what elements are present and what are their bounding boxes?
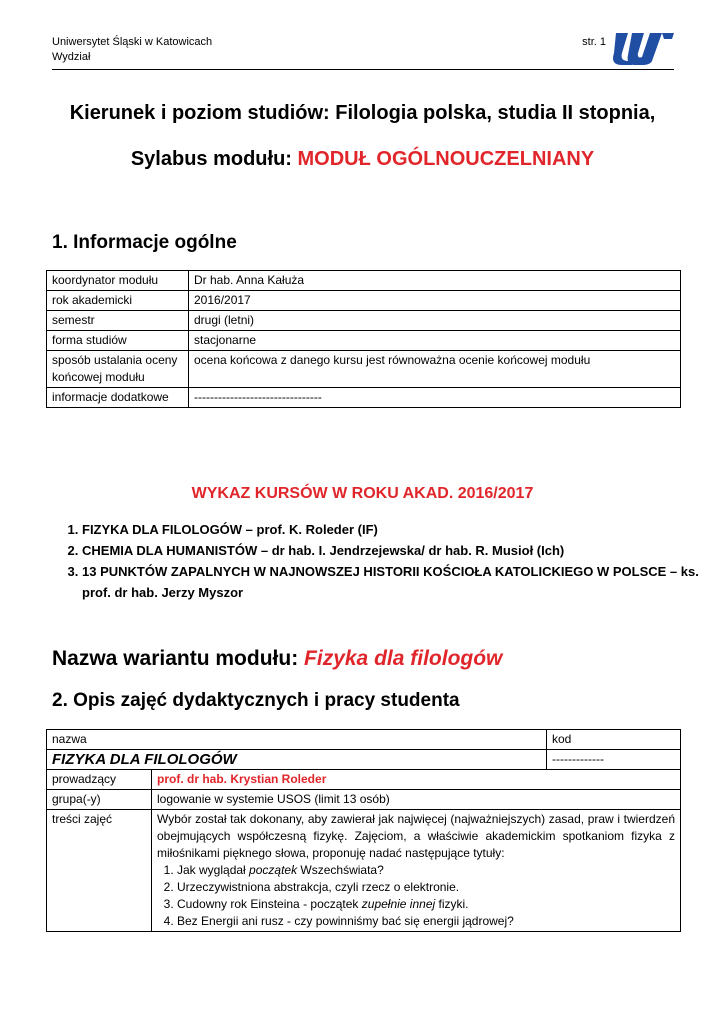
general-info-table bbox=[46, 270, 681, 408]
row-label: semestr bbox=[47, 311, 189, 331]
table-row bbox=[47, 331, 681, 351]
variant-name: Fizyka dla filologów bbox=[304, 647, 503, 670]
table-row bbox=[47, 291, 681, 311]
row-label: treści zajęć bbox=[47, 810, 152, 932]
row-value: Dr hab. Anna Kałuża bbox=[189, 271, 681, 291]
course-code: ------------- bbox=[547, 750, 681, 770]
university-name: Uniwersytet Śląski w Katowicach bbox=[52, 36, 213, 48]
content-intro: Wybór został tak dokonany, aby zawierał jak najwięcej (najważniejszych) zasad, praw i twierdzeń obejmujących współczesną fizykę. Zajęciom, a właściwie akademickim spotkaniom fizyka z miłośnikami pięknego słowa, proponuję nadać następujące tytuły: bbox=[157, 812, 675, 860]
topic-list bbox=[157, 862, 675, 930]
syllabus-title bbox=[0, 148, 725, 171]
table-row bbox=[47, 750, 681, 770]
course-content bbox=[152, 810, 681, 932]
table-row bbox=[47, 351, 681, 388]
row-label: prowadzący bbox=[47, 770, 152, 790]
table-row bbox=[47, 770, 681, 790]
row-label: sposób ustalania oceny końcowej modułu bbox=[47, 351, 189, 388]
university-logo-icon bbox=[612, 31, 674, 67]
row-label: forma studiów bbox=[47, 331, 189, 351]
section-heading-general: 1. Informacje ogólne bbox=[52, 232, 237, 253]
list-item: 3. Cudowny rok Einsteina - początek zupełnie innej fizyki. bbox=[177, 896, 675, 913]
page-header bbox=[52, 35, 674, 70]
group-info: logowanie w systemie USOS (limit 13 osób) bbox=[152, 790, 681, 810]
course-name: FIZYKA DLA FILOLOGÓW bbox=[47, 750, 547, 770]
module-name: MODUŁ OGÓLNOUCZELNIANY bbox=[297, 148, 595, 170]
table-row bbox=[47, 388, 681, 408]
row-value: 2016/2017 bbox=[189, 291, 681, 311]
variant-label: Nazwa wariantu modułu: bbox=[52, 647, 305, 670]
row-label: rok akademicki bbox=[47, 291, 189, 311]
column-header-name: nazwa bbox=[47, 730, 547, 750]
row-value: drugi (letni) bbox=[189, 311, 681, 331]
table-row bbox=[47, 730, 681, 750]
list-item: 4. Bez Energii ani rusz - czy powinniśmy bać się energii jądrowej? bbox=[177, 913, 675, 930]
list-item: 3. 13 PUNKTÓW ZAPALNYCH W NAJNOWSZEJ HISTORII KOŚCIOŁA KATOLICKIEGO W POLSCE – ks. prof. dr hab. Jerzy Myszor bbox=[82, 561, 702, 603]
row-label: informacje dodatkowe bbox=[47, 388, 189, 408]
row-label: koordynator modułu bbox=[47, 271, 189, 291]
section-heading-description: 2. Opis zajęć dydaktycznych i pracy studenta bbox=[52, 690, 460, 711]
row-value: stacjonarne bbox=[189, 331, 681, 351]
row-value: -------------------------------- bbox=[189, 388, 681, 408]
list-item: 1. Jak wyglądał początek Wszechświata? bbox=[177, 862, 675, 879]
list-item: 2. Urzeczywistniona abstrakcja, czyli rzecz o elektronie. bbox=[177, 879, 675, 896]
column-header-code: kod bbox=[547, 730, 681, 750]
row-label: grupa(-y) bbox=[47, 790, 152, 810]
lecturer-name: prof. dr hab. Krystian Roleder bbox=[152, 770, 681, 790]
course-description-table bbox=[46, 729, 681, 932]
course-list bbox=[52, 519, 702, 603]
variant-heading bbox=[52, 647, 502, 671]
page-title: Kierunek i poziom studiów: Filologia polska, studia II stopnia, bbox=[69, 102, 656, 124]
table-row bbox=[47, 311, 681, 331]
table-row bbox=[47, 790, 681, 810]
table-row bbox=[47, 810, 681, 932]
row-value: ocena końcowa z danego kursu jest równoważna ocenie końcowej modułu bbox=[189, 351, 681, 388]
syllabus-prefix: Sylabus modułu: bbox=[130, 148, 298, 170]
faculty-name: Wydział bbox=[52, 51, 91, 63]
page-number: str. 1 bbox=[582, 36, 606, 48]
course-list-title: WYKAZ KURSÓW W ROKU AKAD. 2016/2017 bbox=[191, 485, 534, 502]
list-item: 1. FIZYKA DLA FILOLOGÓW – prof. K. Roleder (IF) bbox=[82, 519, 702, 540]
table-row bbox=[47, 271, 681, 291]
list-item: 2. CHEMIA DLA HUMANISTÓW – dr hab. I. Jendrzejewska/ dr hab. R. Musioł (Ich) bbox=[82, 540, 702, 561]
